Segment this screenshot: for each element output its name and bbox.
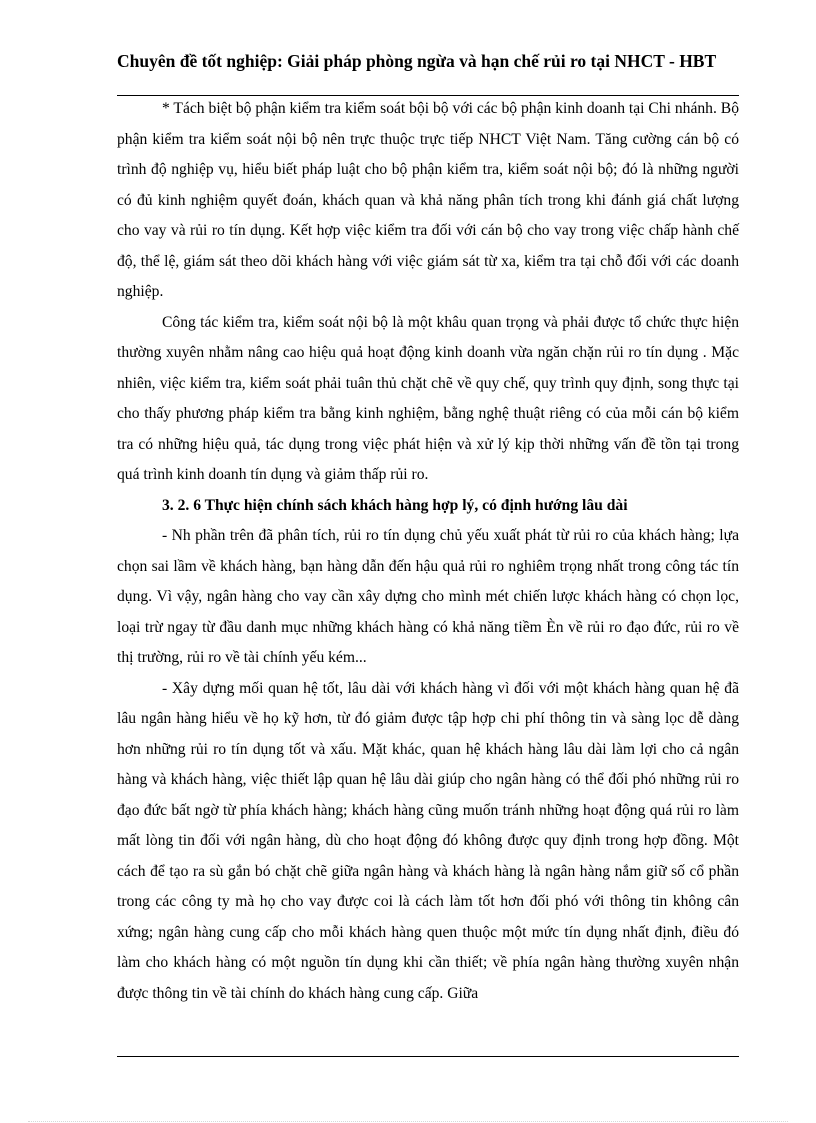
page-bottom-border	[28, 1121, 788, 1122]
paragraph-customer-relationship: - Xây dựng mối quan hệ tốt, lâu dài với khách hàng vì đối với một khách hàng quan hệ đã lâu ngân hàng hiểu về họ kỹ hơn, từ đó giảm được tập hợp chi phí thông tin và sàng lọc dễ dàng hơn những rủi ro tín dụng tốt và xấu. Mặt khác, quan hệ khách hàng lâu dài làm lợi cho cả ngân hàng và khách hàng, việc thiết lập quan hệ lâu dài giúp cho ngân hàng có thể đối phó những rủi ro đạo đức bất ngờ từ phía khách hàng; khách hàng cũng muốn tránh những hoạt động quá rủi ro làm mất lòng tin đối với ngân hàng, dù cho hoạt động đó không được quy định trong hợp đồng. Một cách để tạo ra sù gắn bó chặt chẽ giữa ngân hàng và khách hàng là ngân hàng nắm giữ số cổ phần trong các công ty mà họ cho vay được coi là cách làm tốt hơn đối phó với thông tin không cân xứng; ngân hàng cung cấp cho mỗi khách hàng quen thuộc một mức tín dụng nhất định, điều đó làm cho khách hàng có một nguồn tín dụng khi cần thiết; về phía ngân hàng thường xuyên nhận được thông tin về tài chính do khách hàng cung cấp. Giữa	[117, 679, 739, 1002]
paragraph-internal-audit: * Tách biệt bộ phận kiểm tra kiểm soát bội bộ với các bộ phận kinh doanh tại Chi nhánh. Bộ phận kiểm tra kiểm soát nội bộ nên trực thuộc trực tiếp NHCT Việt Nam. Tăng cường cán bộ có trình độ nghiệp vụ, hiểu biết pháp luật cho bộ phận kiểm tra, kiểm soát nội bộ; đó là những người có đủ kinh nghiệm quyết đoán, khách quan và khả năng phân tích trong khi đánh giá chất lượng cho vay và rủi ro tín dụng. Kết hợp việc kiểm tra đối với cán bộ cho vay trong việc chấp hành chế độ, thể lệ, giám sát theo dõi khách hàng với việc giám sát từ xa, kiểm tra tại chỗ đối với các doanh nghiệp.	[117, 100, 739, 300]
footer-divider	[117, 1056, 739, 1057]
page-header-title: Chuyên đề tốt nghiệp: Giải pháp phòng ngừa và hạn chế rủi ro tại NHCT - HBT	[117, 51, 717, 71]
paragraph-audit-practice: Công tác kiểm tra, kiểm soát nội bộ là một khâu quan trọng và phải được tổ chức thực hiện thường xuyên nhằm nâng cao hiệu quả hoạt động kinh doanh vừa ngăn chặn rủi ro tín dụng . Mặc nhiên, việc kiểm tra, kiểm soát phải tuân thủ chặt chẽ về quy chế, quy trình quy định, song thực tại cho thấy phương pháp kiểm tra bằng kinh nghiệm, bằng nghệ thuật riêng có của mỗi cán bộ kiểm tra có những hiệu quả, tác dụng trong việc phát hiện và xử lý kịp thời những vấn đề tồn tại trong quá trình kinh doanh tín dụng và giảm thấp rủi ro.	[117, 313, 739, 483]
document-body	[117, 94, 739, 1009]
section-heading: 3. 2. 6 Thực hiện chính sách khách hàng hợp lý, có định hướng lâu dài	[162, 496, 628, 514]
paragraph-customer-selection: - Nh phần trên đã phân tích, rủi ro tín dụng chủ yếu xuất phát từ rủi ro của khách hàng; lựa chọn sai lầm về khách hàng, bạn hàng dẫn đến hậu quả rủi ro nghiêm trọng nhất trong công tác tín dụng. Vì vậy, ngân hàng cho vay cần xây dựng cho mình mét chiến lược khách hàng có chọn lọc, loại trừ ngay từ đầu danh mục những khách hàng có khả năng tiềm Èn về rủi ro đạo đức, rủi ro về thị trường, rủi ro về tài chính yếu kém...	[117, 527, 739, 666]
